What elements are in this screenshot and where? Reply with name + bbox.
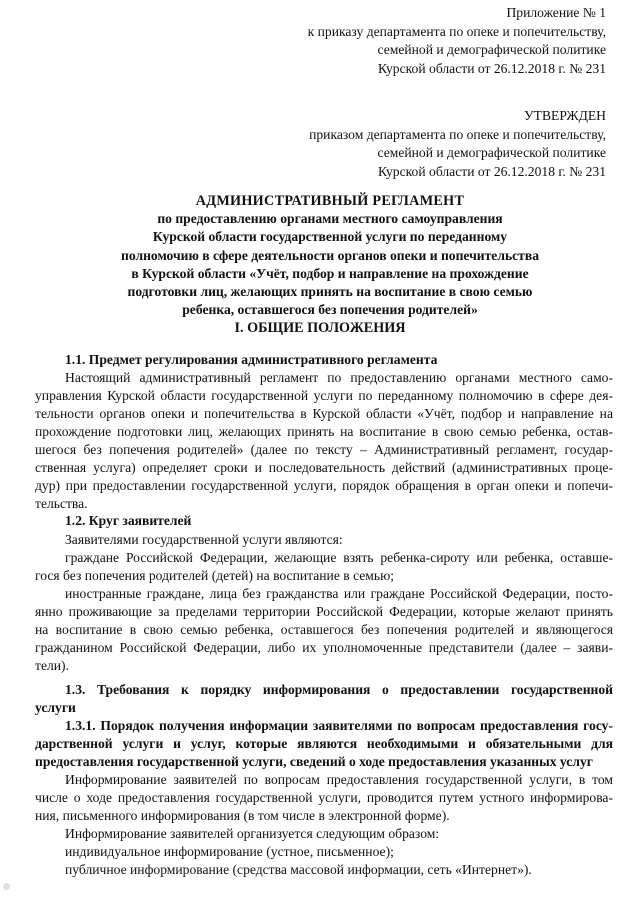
title-line: ребенка, оставшегося без попечения родителей» (182, 302, 478, 318)
paragraph-line: Информирование заявителей по вопросам предоставления государственной услуги, в том (65, 772, 613, 787)
title-line: Курской области государственной услуги по переданному (152, 229, 508, 245)
subsection-1-2-heading: 1.2. Круг заявителей (65, 513, 192, 528)
paragraph-line: на воспитание в свою семью ребенка, оставшегося без попечения родителей и являющегося (35, 622, 613, 637)
subsection-1-3-heading: 1.3. Требования к порядку информирования о предоставлении государственной (65, 682, 613, 697)
subsection-1-1-heading: 1.1. Предмет регулирования административного регламента (65, 352, 438, 367)
paragraph-line: гося без попечения родителей (детей) на воспитание в семью; (35, 568, 395, 583)
approved-order-date: Курской области от 26.12.2018 г. № 231 (377, 163, 606, 179)
approved-label: УТВЕРЖДЕН (524, 108, 606, 123)
paragraph-line: граждане Российской Федерации, желающие взять ребенка-сироту или ребенка, оставше- (65, 550, 613, 565)
subsection-1-3-1-heading: 1.3.1. Порядок получения информации заявителями по вопросам предоставления госу- (65, 718, 613, 733)
paragraph-line: управления Курской области государственной услуги по переданному полномочию в сфере дея- (35, 388, 613, 403)
paragraph-line: тели). (35, 658, 69, 673)
paragraph-line: индивидуальное информирование (устное, письменное); (65, 844, 394, 859)
section-heading: I. ОБЩИЕ ПОЛОЖЕНИЯ (234, 320, 406, 336)
title-line: в Курской области «Учёт, подбор и направление на прохождение (131, 265, 529, 281)
paragraph-line: ственная услуга) определяет сроки и последовательность действий (административных проце- (35, 460, 613, 475)
paragraph-line: тельства. (35, 496, 88, 511)
subsection-1-3-heading: услуги (35, 700, 76, 715)
paragraph-line: Заявителями государственной услуги являются: (65, 532, 343, 547)
paragraph-line: янно проживающие за пределами территории Российской Федерации, которые желают принять (35, 604, 613, 619)
paragraph-line: ния, письменного информирования (в том числе в электронной форме). (35, 808, 450, 823)
appendix-order-line: к приказу департамента по опеке и попечительству, (307, 23, 606, 39)
title-line: полномочию в сфере деятельности органов опеки и попечительства (121, 247, 539, 263)
approved-order-line: приказом департамента по опеке и попечительству, (309, 126, 606, 142)
subsection-1-3-1-heading: предоставления государственной услуги, сведений о ходе предоставления указанных услуг (35, 754, 593, 769)
appendix-order-date: Курской области от 26.12.2018 г. № 231 (377, 60, 606, 76)
paragraph-line: иностранные граждане, лица без гражданства или граждане Российской Федерации, посто- (65, 586, 613, 601)
title-line: по предоставлению органами местного самоуправления (157, 211, 503, 227)
subsection-1-3-1-heading: дарственной услуги и услуг, которые являются необходимыми и обязательными для (35, 736, 613, 751)
appendix-block (308, 4, 606, 78)
approved-order-line: семейной и демографической политике (377, 145, 606, 160)
paragraph-line: шегося без попечения родителей» (далее по тексту – Административный регламент, государ- (35, 442, 613, 457)
title-line: подготовки лиц, желающих принять на воспитание в свою семью (127, 284, 533, 300)
paragraph-line: публичное информирование (средства массовой информации, сеть «Интернет»). (65, 862, 532, 877)
paragraph-line: числе о ходе предоставления государственной услуги, проводится путем устного информирова- (35, 790, 613, 805)
approved-block (309, 107, 606, 181)
paragraph-line: тельности органов опеки и попечительства в Курской области «Учёт, подбор и направление на (35, 406, 613, 421)
paragraph-line: Информирование заявителей организуется следующим образом: (65, 826, 440, 841)
paragraph-line: прохождение подготовки лиц, желающих принять на воспитание в свою семью ребенка, остав- (35, 424, 613, 439)
scan-mark (3, 883, 10, 890)
appendix-order-line: семейной и демографической политике (377, 42, 606, 57)
appendix-number: Приложение № 1 (506, 5, 606, 20)
paragraph-line: гражданином Российской Федерации, либо их уполномоченные представители (далее – заяви- (35, 640, 613, 655)
paragraph-line: дур) при предоставлении государственной услуги, порядок обращения в орган опеки и попечи- (35, 478, 613, 493)
title-main: АДМИНИСТРАТИВНЫЙ РЕГЛАМЕНТ (195, 193, 465, 209)
regulation-title (40, 192, 620, 319)
paragraph-line: Настоящий административный регламент по предоставлению органами местного само- (65, 370, 613, 385)
